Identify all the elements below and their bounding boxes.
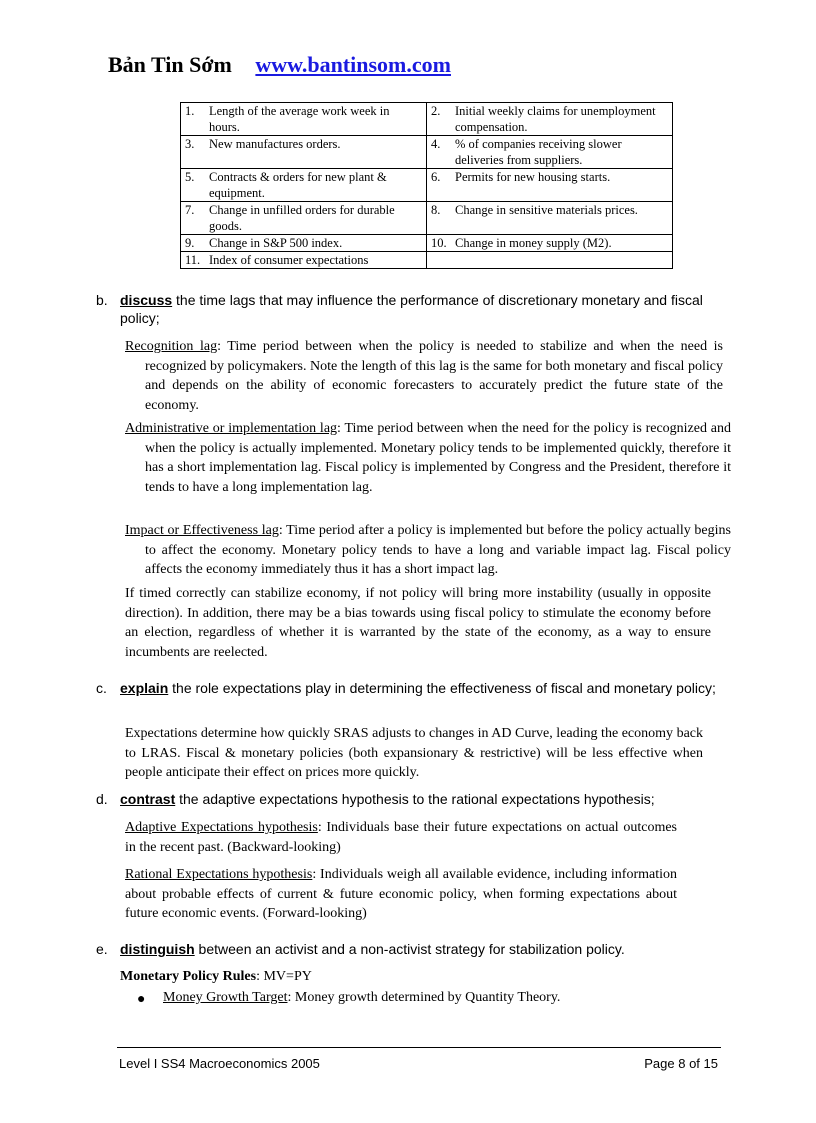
table-cell: 7. Change in unfilled orders for durable goods. (181, 202, 427, 235)
term-money-growth-target: Money Growth Target (163, 990, 288, 1005)
table-cell: 1. Length of the average work week in hours. (181, 103, 427, 136)
website-link[interactable]: www.bantinsom.com (255, 52, 451, 77)
rational-expectations-paragraph: Rational Expectations hypothesis: Individuals weigh all available evidence, including information about probable effects of current & future economic policy, when forming expectations about future economic events. (Forward-looking) (125, 867, 677, 921)
question-b: b. discuss the time lags that may influence the performance of discretionary monetary and fiscal policy; (96, 292, 703, 326)
term-impact-lag: Impact or Effectiveness lag (125, 523, 279, 538)
table-cell: 3. New manufactures orders. (181, 136, 427, 169)
verb-discuss: discuss (120, 292, 173, 308)
page-number: Page 8 of 15 (644, 1056, 718, 1071)
table-row (181, 235, 673, 252)
table-row (181, 169, 673, 202)
verb-contrast: contrast (120, 791, 176, 807)
adaptive-expectations-paragraph: Adaptive Expectations hypothesis: Individuals base their future expectations on actual outcomes in the recent past. (Backward-looking) (125, 820, 677, 855)
table-row (181, 252, 673, 269)
timing-paragraph: If timed correctly can stabilize economy, if not policy will bring more instability (usually in opposite direction). In addition, there may be a bias towards using fiscal policy to stimulate the economy before an election, regardless of whether it is warranted by the state of the economy, as a way to ensure incumbents are reelected. (125, 586, 711, 660)
verb-explain: explain (120, 680, 169, 696)
term-recognition-lag: Recognition lag (125, 339, 218, 354)
leading-indicators-table (180, 102, 673, 269)
table-cell: 11. Index of consumer expectations (181, 252, 427, 269)
table-row (181, 103, 673, 136)
table-cell: 9. Change in S&P 500 index. (181, 235, 427, 252)
term-rational-expectations: Rational Expectations hypothesis (125, 867, 313, 882)
brand-name: Bản Tin Sớm (108, 52, 232, 77)
table-cell: 2. Initial weekly claims for unemployment compensation. (427, 103, 673, 136)
term-administrative-lag: Administrative or implementation lag (125, 421, 338, 436)
question-e: e. distinguish between an activist and a non-activist strategy for stabilization policy. (96, 941, 625, 957)
expectations-paragraph: Expectations determine how quickly SRAS adjusts to changes in AD Curve, leading the economy back to LRAS. Fiscal & monetary policies (both expansionary & restrictive) will be less effective when people anticipate their effect on prices more quickly. (125, 726, 703, 780)
recognition-lag-paragraph: Recognition lag: Time period between when the policy is needed to stabilize and when the need is recognized by policymakers. Note the length of this lag is the same for both monetary and fiscal policy and depends on the ability of economic forecasters to accurately predict the future state of the economy. (125, 339, 723, 413)
table-cell: 5. Contracts & orders for new plant & equipment. (181, 169, 427, 202)
page-header (108, 52, 451, 78)
footer-course: Level I SS4 Macroeconomics 2005 (119, 1056, 320, 1071)
question-d: d. contrast the adaptive expectations hypothesis to the rational expectations hypothesis; (96, 791, 655, 807)
bullet-icon: ● (137, 992, 146, 1007)
footer-divider (117, 1047, 721, 1048)
money-growth-target-item: Money Growth Target: Money growth determined by Quantity Theory. (163, 990, 561, 1005)
table-cell (427, 252, 673, 269)
verb-distinguish: distinguish (120, 941, 195, 957)
term-adaptive-expectations: Adaptive Expectations hypothesis (125, 820, 318, 835)
table-cell: 4. % of companies receiving slower deliveries from suppliers. (427, 136, 673, 169)
impact-lag-paragraph: Impact or Effectiveness lag: Time period after a policy is implemented but before the policy actually begins to affect the economy. Monetary policy tends to have a long and variable impact lag. Fiscal policy affects the economy immediately thus it has a short impact lag. (125, 523, 731, 577)
table-cell: 6. Permits for new housing starts. (427, 169, 673, 202)
administrative-lag-paragraph: Administrative or implementation lag: Time period between when the need for the policy is recognized and when the policy is actually implemented. Monetary policy tends to be implemented quickly, therefore it has a short implementation lag. Fiscal policy is implemented by Congress and the President, therefore it tends to have a long implementation lag. (125, 421, 731, 495)
question-c: c. explain the role expectations play in determining the effectiveness of fiscal and monetary policy; (96, 680, 716, 696)
table-row (181, 136, 673, 169)
table-cell: 10. Change in money supply (M2). (427, 235, 673, 252)
table-cell: 8. Change in sensitive materials prices. (427, 202, 673, 235)
monetary-policy-rules: Monetary Policy Rules: MV=PY (120, 969, 312, 984)
table-row (181, 202, 673, 235)
